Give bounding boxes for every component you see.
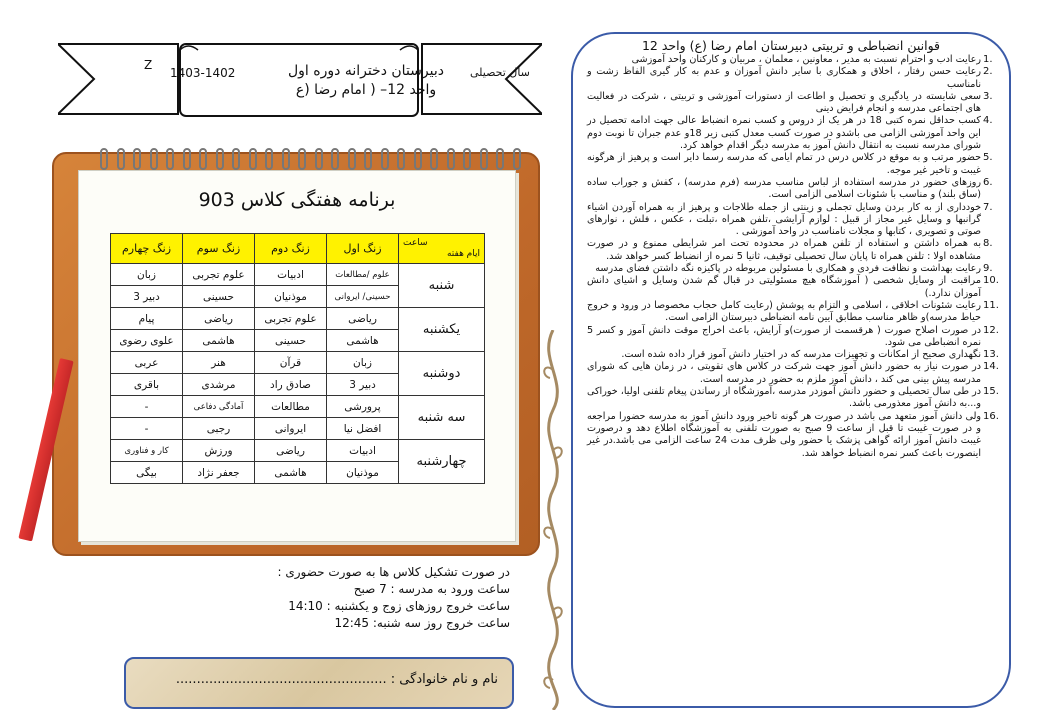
rule-number: 4. — [983, 115, 993, 127]
rule-text: سعی شایسته در یادگیری و تحصیل و اطاعت از دستورات آموزشی و تربیتی ، شرکت در فعالیت های اجتماعی مدرسه و انجام فرایض دینی — [587, 90, 981, 115]
rule-item — [587, 349, 1001, 361]
ring-icon — [364, 148, 372, 170]
day-cell: چهارشنبه — [399, 440, 485, 484]
corner-hour-label: ساعت — [403, 237, 428, 248]
schedule-cell: علوم تجربی — [255, 308, 327, 330]
ring-icon — [331, 148, 339, 170]
day-cell: شنبه — [399, 264, 485, 308]
rule-number: 14. — [983, 361, 999, 373]
rule-text: رعایت بهداشت و نظافت فردی و همکاری با مسئولین مربوطه در پاکیزه نگه داشتن فضای مدرسه — [595, 263, 981, 275]
rule-item — [587, 411, 1001, 460]
rule-text: در صورت اصلاح صورت ( هرقسمت از صورت)و آرایش، باعث اخراج موقت دانش آموز و کسر 5 نمره انضباطی می شود. — [587, 324, 981, 348]
rule-text: روزهای حضور در مدرسه استفاده از لباس مناسب مدرسه (فرم مدرسه) ، کفش و جوراب ساده (ساق بلند) و مناسب با شئونات اسلامی الزامی است. — [587, 176, 981, 201]
rules-title: قوانین انضباطی و تربیتی دبیرستان امام رضا (ع) واحد 12 — [641, 38, 941, 53]
rule-item — [587, 275, 1001, 300]
ring-icon — [117, 148, 125, 170]
schedule-cell: جعفر نژاد — [183, 462, 255, 484]
ring-icon — [166, 148, 174, 170]
ring-icon — [199, 148, 207, 170]
rule-text: ولی دانش آموز متعهد می باشد در صورت هر گونه تاخیر ورود دانش آموز به مدرسه حضورا مراجعه و در صورت غیبت تا قبل از ساعت 9 صبح به صورت تلفنی به آموزشگاه اطلاع دهد و درصورت غیبت دانش آموز ارائه گواهی پزشک یا حضور ولی ظرف مدت 24 ساعت الزامی می باشد.در غیر اینصورت باعث کسر نمره انضباط خواهد شد. — [587, 410, 981, 459]
school-hours — [230, 564, 510, 632]
ring-icon — [232, 148, 240, 170]
schedule-title: برنامه هفتگی کلاس 903 — [198, 189, 396, 211]
rule-item — [587, 386, 1001, 411]
ring-icon — [381, 148, 389, 170]
ring-icon — [480, 148, 488, 170]
schedule-cell: ایروانی — [255, 418, 327, 440]
schedule-cell: ریاضی — [183, 308, 255, 330]
schedule-cell: مطالعات — [255, 396, 327, 418]
schedule-cell: باقری — [111, 374, 183, 396]
rule-text: رعایت ادب و احترام نسبت به مدیر ، معاونین ، معلمان ، مربیان و کارکنان واحد آموزشی — [631, 54, 981, 65]
schedule-cell: ورزش — [183, 440, 255, 462]
ring-icon — [216, 148, 224, 170]
rule-text: نگهداری صحیح از امکانات و تجهیزات مدرسه که در اختیار دانش آموز قرار داده شده است. — [621, 349, 981, 361]
period-3-header: زنگ سوم — [183, 234, 255, 264]
rules-panel — [571, 32, 1011, 708]
ring-icon — [150, 148, 158, 170]
rule-text: به همراه داشتن و استفاده از تلفن همراه در محدوده تحت امر شرایطی ممنوع و در صورت مشاهده اولا : تلفن همراه تا پایان سال تحصیلی توقیف، ثانیا 5 نمره از انضباط کسر خواهد شد. — [587, 238, 981, 262]
schedule-cell: حسینی — [255, 330, 327, 352]
schedule-cell: کار و فناوری — [111, 440, 183, 462]
schedule-cell: مرشدی — [183, 374, 255, 396]
rule-text: خودداری از به کار بردن وسایل تجملی و زینتی از جمله طلاجات و پرهیز از به همراه آوردن اشیاء گرانبها و وسایل غیر مجاز از قبیل : لوازم آرایشی ،تلفن همراه ،تبلت ، عکس ، فلش ، نوارهای صوتی و تصویری ، کتابها و مجلات نامناسب در واحد آموزشی . — [587, 201, 981, 238]
school-title-line1: دبیرستان دخترانه دوره اول — [288, 63, 444, 79]
weekly-schedule-table — [110, 233, 485, 484]
ring-icon — [249, 148, 257, 170]
schedule-row — [111, 308, 485, 330]
rule-text: در صورت نیاز به حضور دانش آموز جهت شرکت در کلاس های تقویتی ، در زمان هایی که شورای مدرسه پیش بینی می کند ، دانش آموز ملزم به حضور در مدرسه است. — [587, 361, 981, 385]
rule-item — [587, 263, 1001, 275]
rule-number: 2. — [983, 66, 993, 78]
rule-item — [587, 300, 1001, 325]
rule-number: 11. — [983, 299, 999, 311]
schedule-cell: حسینی/ ایروانی — [327, 286, 399, 308]
rule-number: 3. — [983, 90, 993, 102]
rule-number: 16. — [983, 410, 999, 422]
ring-icon — [463, 148, 471, 170]
rule-text: رعایت حسن رفتار ، اخلاق و همکاری با سایر دانش آموزان و عدم به کار گیری الفاظ زشت و نامناسب — [587, 66, 981, 90]
rule-text: حضور مرتب و به موقع در کلاس درس در تمام ایامی که مدرسه رسما دایر است و پرهیز از هرگونه غیبت و تاخیر غیر موجه. — [587, 152, 981, 176]
rule-number: 15. — [983, 386, 999, 398]
rule-item — [587, 152, 1001, 177]
schedule-cell: هنر — [183, 352, 255, 374]
ring-icon — [414, 148, 422, 170]
rule-item — [587, 91, 1001, 116]
rule-number: 7. — [983, 201, 993, 213]
banner-z-mark: Z — [144, 58, 153, 72]
hours-intro: در صورت تشکیل کلاس ها به صورت حضوری : — [277, 565, 510, 579]
day-cell: سه شنبه — [399, 396, 485, 440]
rule-text: مراقبت از وسایل شخصی ( آموزشگاه هیچ مسئولیتی در قبال گم شدن وسایل و اشیای دانش آموزان ندارد.) — [587, 275, 981, 299]
rule-number: 5. — [983, 152, 993, 164]
rule-number: 6. — [983, 176, 993, 188]
schedule-cell: عربی — [111, 352, 183, 374]
rule-item — [587, 54, 1001, 66]
academic-year: 1403-1402 — [170, 66, 236, 80]
schedule-row — [111, 352, 485, 374]
schedule-cell: علوی رضوی — [111, 330, 183, 352]
ring-icon — [183, 148, 191, 170]
rule-item — [587, 238, 1001, 263]
student-name-label: نام و نام خانوادگی : ................................................... — [175, 672, 498, 687]
corner-day-label: ایام هفته — [446, 248, 480, 259]
rule-item — [587, 361, 1001, 386]
rule-item — [587, 115, 1001, 152]
schedule-cell: بیگی — [111, 462, 183, 484]
ring-icon — [265, 148, 273, 170]
schedule-cell: علوم /مطالعات — [327, 264, 399, 286]
vine-ornament — [538, 330, 568, 710]
rule-item — [587, 177, 1001, 202]
ring-icon — [100, 148, 108, 170]
schedule-cell: ادبیات — [327, 440, 399, 462]
school-title — [256, 62, 476, 100]
schedule-cell: دبیر 3 — [111, 286, 183, 308]
ring-icon — [397, 148, 405, 170]
schedule-header-row — [111, 234, 485, 264]
academic-year-label: سال تحصیلی — [470, 66, 530, 79]
schedule-cell: آمادگی دفاعی — [183, 396, 255, 418]
schedule-cell: زبان — [327, 352, 399, 374]
schedule-cell: دبیر 3 — [327, 374, 399, 396]
schedule-cell: افضل نیا — [327, 418, 399, 440]
schedule-cell: - — [111, 396, 183, 418]
schedule-cell: هاشمی — [327, 330, 399, 352]
schedule-cell: هاشمی — [183, 330, 255, 352]
schedule-cell: - — [111, 418, 183, 440]
entry-time: ساعت ورود به مدرسه : 7 صبح — [353, 582, 510, 596]
schedule-cell: صادق راد — [255, 374, 327, 396]
ring-icon — [496, 148, 504, 170]
rule-item — [587, 202, 1001, 239]
period-4-header: زنگ چهارم — [111, 234, 183, 264]
day-cell: دوشنبه — [399, 352, 485, 396]
schedule-cell: علوم تجربی — [183, 264, 255, 286]
schedule-cell: قرآن — [255, 352, 327, 374]
rule-number: 10. — [983, 275, 999, 287]
schedule-row — [111, 264, 485, 286]
rules-list — [587, 54, 1001, 460]
rule-number: 12. — [983, 324, 999, 336]
schedule-cell: موذنیان — [327, 462, 399, 484]
school-title-line2: واحد 12– ( امام رضا (ع — [295, 82, 437, 98]
rule-number: 8. — [983, 238, 993, 250]
schedule-row — [111, 440, 485, 462]
ring-icon — [447, 148, 455, 170]
schedule-cell: پیام — [111, 308, 183, 330]
schedule-cell: رجبی — [183, 418, 255, 440]
schedule-cell: پرورشی — [327, 396, 399, 418]
schedule-cell: هاشمی — [255, 462, 327, 484]
ring-icon — [430, 148, 438, 170]
exit-time-regular: ساعت خروج روزهای زوج و یکشنبه : 14:10 — [288, 599, 510, 613]
ring-icon — [315, 148, 323, 170]
schedule-cell: موذنیان — [255, 286, 327, 308]
rule-number: 1. — [983, 54, 993, 65]
period-2-header: زنگ دوم — [255, 234, 327, 264]
rule-item — [587, 66, 1001, 91]
student-name-box — [124, 657, 514, 709]
schedule-cell: ریاضی — [255, 440, 327, 462]
rule-number: 13. — [983, 349, 999, 361]
schedule-body — [111, 264, 485, 484]
rule-text: رعایت شئونات اخلاقی ، اسلامی و التزام به پوشش (رعایت کامل حجاب مخصوصا در ورود و خروج حیاط مدرسه)و ظاهر مناسب مطابق آیین نامه انضباطی دبیرستان الزامی است. — [587, 299, 981, 324]
schedule-row — [111, 396, 485, 418]
ring-icon — [298, 148, 306, 170]
rule-number: 9. — [983, 263, 993, 275]
header-banner — [58, 40, 542, 118]
day-cell: یکشنبه — [399, 308, 485, 352]
rule-item — [587, 325, 1001, 350]
ring-icon — [282, 148, 290, 170]
ring-icon — [348, 148, 356, 170]
period-1-header: زنگ اول — [327, 234, 399, 264]
exit-time-tuesday: ساعت خروج روز سه شنبه: 12:45 — [334, 616, 510, 630]
schedule-corner-cell — [399, 234, 485, 264]
ring-icon — [133, 148, 141, 170]
ring-icon — [513, 148, 521, 170]
rule-text: در طی سال تحصیلی و حضور دانش آموزدر مدرسه ،آموزشگاه از رساندن پیغام تلفنی اولیا، خوراکی و...به دانش آموز معذورمی باشد. — [586, 386, 981, 410]
schedule-cell: زبان — [111, 264, 183, 286]
schedule-cell: ادبیات — [255, 264, 327, 286]
schedule-cell: حسینی — [183, 286, 255, 308]
schedule-cell: ریاضی — [327, 308, 399, 330]
rule-text: کسب حداقل نمره کتبی 18 در هر یک از دروس و کسب نمره انضباط عالی جهت ادامه تحصیل در این واحد آموزشی الزامی می باشدو در صورت کسب معدل کتبی زیر 18و عدم جبران تا نوبت دوم شورای مدرسه نسبت به انتقال دانش آموز به مدرسه دیگر اقدام خواهد کرد. — [587, 115, 981, 152]
